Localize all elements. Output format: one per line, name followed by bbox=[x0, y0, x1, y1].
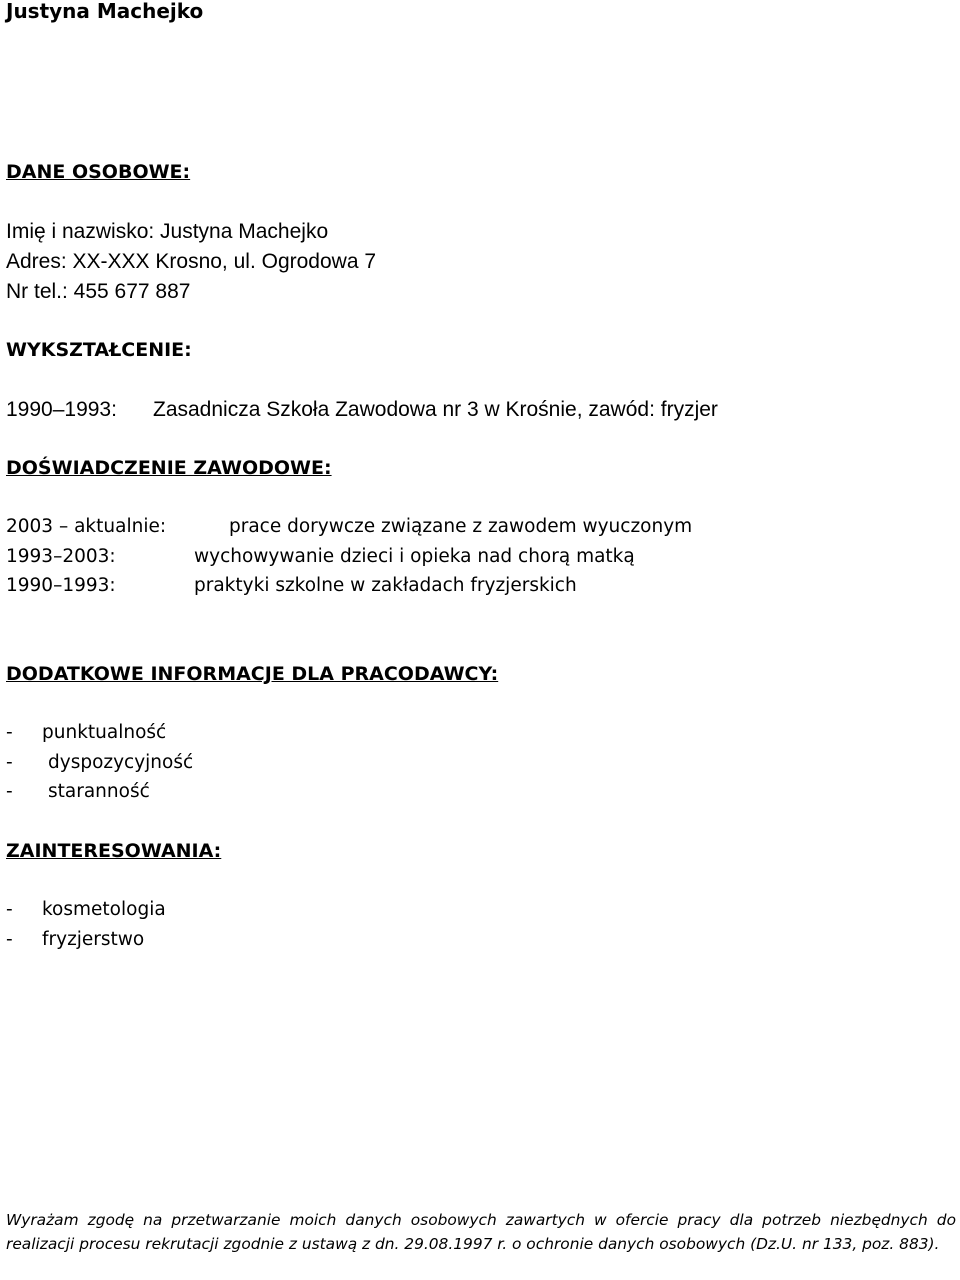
cv-owner-name: Justyna Machejko bbox=[6, 0, 204, 23]
experience-period: 1990–1993: bbox=[6, 575, 116, 596]
additional-info-item: dyspozycyjność bbox=[48, 752, 194, 773]
personal-data-heading: DANE OSOBOWE: bbox=[6, 161, 191, 183]
experience-heading: DOŚWIADCZENIE ZAWODOWE: bbox=[6, 457, 332, 479]
data-processing-consent: Wyrażam zgodę na przetwarzanie moich danych osobowych zawartych w ofercie pracy dla potrzeb niezbędnych do realizacji procesu rekrutacji zgodnie z ustawą z dn. 29.08.1997 r. o ochronie danych osobowych (Dz.U. nr 133, poz. 883). bbox=[6, 1211, 956, 1253]
personal-phone-line: Nr tel.: 455 677 887 bbox=[6, 280, 191, 303]
education-heading: WYKSZTAŁCENIE: bbox=[6, 339, 192, 361]
experience-description: prace dorywcze związane z zawodem wyuczonym bbox=[229, 516, 693, 537]
education-period: 1990–1993: bbox=[6, 398, 117, 421]
additional-info-item: staranność bbox=[48, 781, 150, 802]
experience-description: praktyki szkolne w zakładach fryzjerskich bbox=[194, 575, 577, 596]
additional-info-heading: DODATKOWE INFORMACJE DLA PRACODAWCY: bbox=[6, 663, 499, 685]
interests-heading: ZAINTERESOWANIA: bbox=[6, 840, 222, 862]
list-bullet: - bbox=[6, 899, 13, 920]
personal-name-line: Imię i nazwisko: Justyna Machejko bbox=[6, 220, 329, 243]
list-bullet: - bbox=[6, 929, 13, 950]
experience-period: 2003 – aktualnie: bbox=[6, 516, 167, 537]
experience-description: wychowywanie dzieci i opieka nad chorą matką bbox=[194, 546, 635, 567]
personal-address-line: Adres: XX-XXX Krosno, ul. Ogrodowa 7 bbox=[6, 250, 377, 273]
additional-info-item: punktualność bbox=[42, 722, 167, 743]
education-description: Zasadnicza Szkoła Zawodowa nr 3 w Krośnie, zawód: fryzjer bbox=[153, 398, 718, 421]
interest-item: kosmetologia bbox=[42, 899, 166, 920]
list-bullet: - bbox=[6, 752, 13, 773]
list-bullet: - bbox=[6, 781, 13, 802]
experience-period: 1993–2003: bbox=[6, 546, 116, 567]
list-bullet: - bbox=[6, 722, 13, 743]
interest-item: fryzjerstwo bbox=[42, 929, 145, 950]
